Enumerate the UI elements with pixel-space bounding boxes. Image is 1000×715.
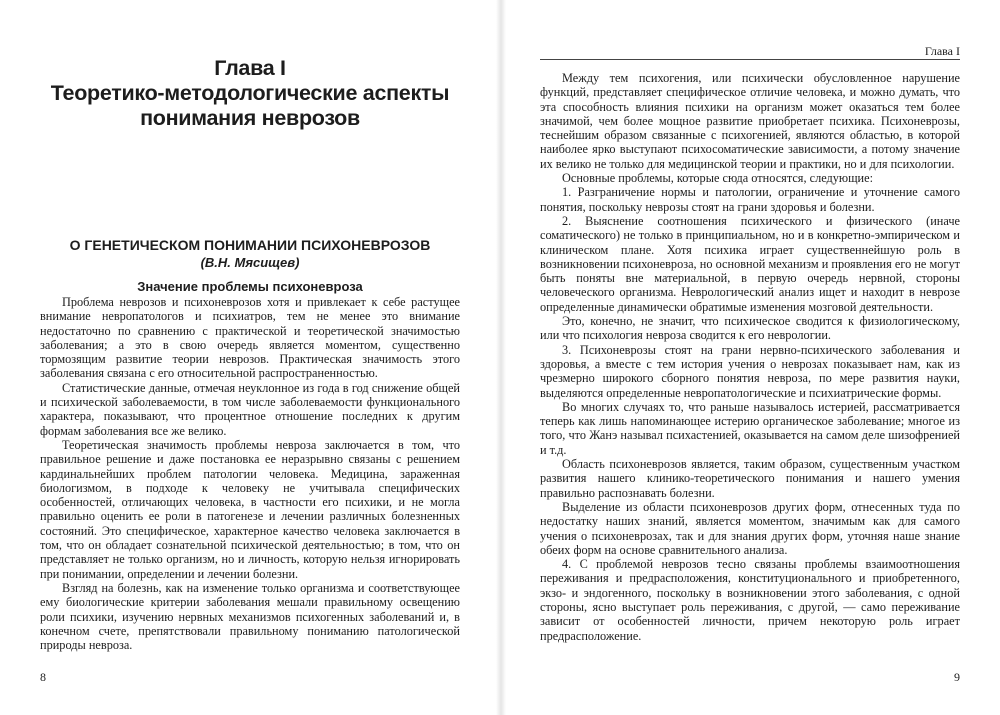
paragraph: Во многих случаях то, что раньше называлось истерией, рассматривается теперь как лишь напоминающее истерию органическое заболевание; многое из того, что Жанэ называл психастенией, оказывается на самом деле шизофренией и т.д. xyxy=(540,399,960,457)
paragraph: 4. С проблемой неврозов тесно связаны проблемы взаимоотношения переживания и предрасположения, конституционального и приобретенного, экзо- и эндогенного, поскольку в возникновении этого заболевания, с одной стороны, ясно выступает роль переживания, с другой, — само переживание зависит от особенностей личности, причем некоторую роль играет предрасположение. xyxy=(540,557,960,643)
section-heading: О ГЕНЕТИЧЕСКОМ ПОНИМАНИИ ПСИХОНЕВРОЗОВ xyxy=(69,237,431,253)
paragraph: 2. Выяснение соотношения психического и физического (иначе соматического) не только в принципиальном, но и в конкретно-эмпирическом и клиническом плане. Хотя психика играет существеннейшую роль в возникновении психоневроза, но основной механизм и проявления его не могут быть поняты вне материальной, в первую очередь нервной, стороны человеческого организма. Неврологический анализ ищет и находит в неврозе определенные динамически обратимые изменения мозговой деятельности. xyxy=(540,213,960,314)
paragraph: 3. Психоневрозы стоят на грани нервно-психического заболевания и здоровья, а вместе с тем история учения о неврозах показывает нам, как из чрезмерно широкого сборного понятия невроза, по мере развития науки, выделяются определенные невропатологические и психиатрические формы. xyxy=(540,342,960,400)
chapter-header xyxy=(40,56,460,131)
paragraph: Выделение из области психоневрозов других форм, отнесенных туда по недостатку наших знаний, является моментом, значимым как для самого учения о психоневрозах, так и для знания других форм, уточняя наше знание обеих форм на основе сравнительного анализа. xyxy=(540,499,960,557)
paragraph: Между тем психогения, или психически обусловленное нарушение функций, представляет специфическое отличие человека, и можно думать, что эта способность влияния психики на организм может оказаться тем более значимой, чем более мощное развитие приобретает психика. Психоневрозы, теснейшим образом связанные с психогенией, являются областью, в которой наиболее ярко выступают психосоматические зависимости, а потому значение их велико не только для медицинской теории и практики, но и для психологии. xyxy=(540,71,960,171)
paragraph: 1. Разграничение нормы и патологии, ограничение и уточнение самого понятия, поскольку неврозы стоят на грани здоровья и болезни. xyxy=(540,185,960,214)
paragraph: Взгляд на болезнь, как на изменение только организма и соответствующее ему биологические критерии заболевания мешали правильному освещению роли психики, изучению нервных механизмов психогенных заболеваний и, в конечном счете, препятствовали правильному пониманию патологической природы невроза. xyxy=(40,580,460,653)
page-number: 9 xyxy=(954,670,960,684)
right-body-text xyxy=(540,71,960,643)
page-number: 8 xyxy=(40,670,46,684)
right-page xyxy=(540,0,960,715)
section-header xyxy=(40,236,460,272)
chapter-title: Глава I xyxy=(214,56,286,80)
section-author: (В.Н. Мясищев) xyxy=(200,255,300,270)
left-body-text xyxy=(40,295,460,652)
subheading: Значение проблемы психоневроза xyxy=(137,279,363,294)
paragraph: Статистические данные, отмечая неуклонное из года в год снижение общей и психической заболеваемости, в том числе заболеваемости функционального характера, показывают, что процентное отношение последних к другим формам заболевания все же велико. xyxy=(40,380,460,438)
chapter-subtitle xyxy=(40,81,460,131)
chapter-subtitle-line-2: понимания неврозов xyxy=(140,106,360,130)
paragraph: Основные проблемы, которые сюда относятся, следующие: xyxy=(562,171,874,186)
paragraph: Теоретическая значимость проблемы невроза заключается в том, что правильное решение и даже постановка ее неразрывно связаны с решением кардинальнейших проблем патологии человека. Медицина, зараженная биологизмом, в подходе к человеку не учитывала специфических особенностей, отличающих человека, в частности его психики, и не могла правильно оценить ее роли в патогенезе и лечении различных болезненных состояний. Это специфическое, характерное качество человека заключается в том, что он обладает сознательной психической деятельностью; в том, что он представляет не только организм, но и личность, которую нельзя игнорировать при понимании, определении и лечении болезни. xyxy=(40,437,460,581)
paragraph: Проблема неврозов и психоневрозов хотя и привлекает к себе растущее внимание невропатологов и психиатров, тем не менее это внимание недостаточно по сравнению с практической и теоретической значимостью заболевания; а это в свою очередь является моментом, существенно тормозящим развитие теории неврозов. Практическая значимость этого заболевания связана с его относительной распространенностью. xyxy=(40,295,460,381)
chapter-subtitle-line-1: Теоретико-методологические аспекты xyxy=(50,81,450,105)
running-head: Глава I xyxy=(924,44,960,58)
book-gutter xyxy=(496,0,506,715)
paragraph: Область психоневрозов является, таким образом, существенным участком развития нашего клинико-теоретического понимания и нашего умения правильно распознавать болезни. xyxy=(540,457,960,500)
left-page xyxy=(40,0,460,715)
running-head-rule xyxy=(540,59,960,60)
paragraph: Это, конечно, не значит, что психическое сводится к физиологическому, или что психология невроза сводится к его неврологии. xyxy=(540,314,960,343)
